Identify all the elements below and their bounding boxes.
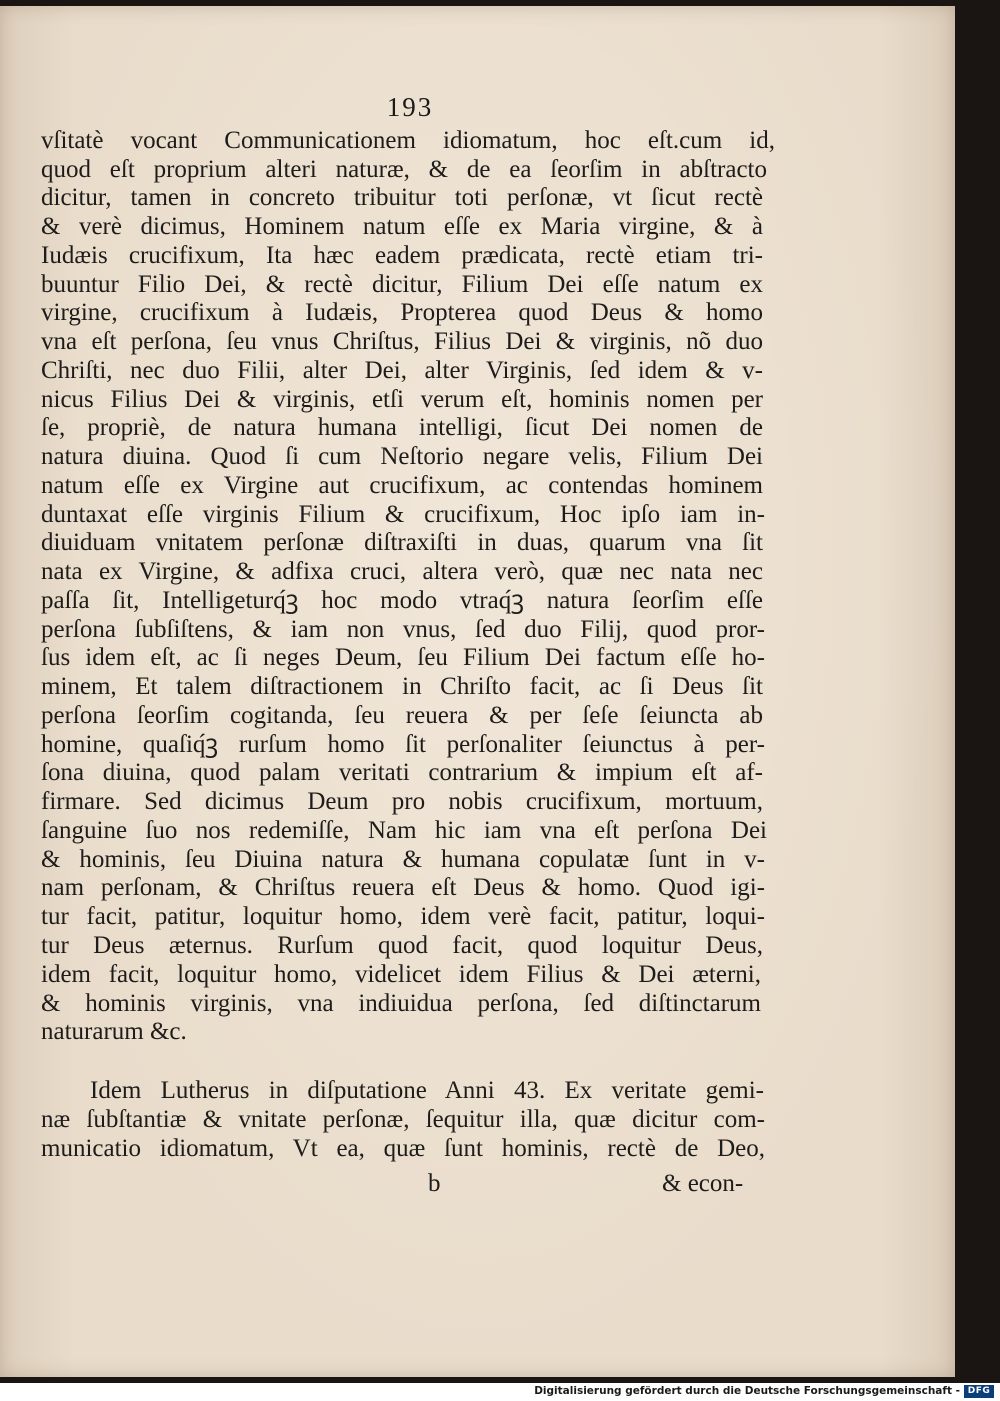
text-line: duntaxat eſſe virginis Filium & crucifixum, Hoc ipſo iam in-	[41, 501, 765, 528]
text-line: & verè dicimus, Hominem natum eſſe ex Maria virgine, & à	[41, 213, 763, 240]
text-line: Iudæis crucifixum, Ita hæc eadem prædicata, rectè etiam tri-	[41, 242, 763, 269]
text-line: buuntur Filio Dei, & rectè dicitur, Filium Dei eſſe natum ex	[41, 271, 763, 298]
text-line: quod eſt proprium alteri naturæ, & de ea ſeorſim in abſtracto	[41, 156, 767, 183]
text-line: diuiduam vnitatem perſonæ diſtraxiſti in duas, quarum vna ſit	[41, 529, 763, 556]
dfg-logo: DFG	[964, 1385, 994, 1398]
text-line: perſona ſeorſim cogitanda, ſeu reuera & per ſeſe ſeiuncta ab	[41, 702, 763, 729]
text-line: dicitur, tamen in concreto tribuitur toti perſonæ, vt ſicut rectè	[41, 184, 763, 211]
text-line: idem facit, loquitur homo, videlicet idem Filius & Dei æterni,	[41, 961, 761, 988]
text-line: perſona ſubſiſtens, & iam non vnus, ſed duo Filij, quod pror-	[41, 616, 765, 643]
text-line: natum eſſe ex Virgine aut crucifixum, ac contendas hominem	[41, 472, 763, 499]
text-line: minem, Et talem diſtractionem in Chriſto facit, ac ſi Deus ſit	[41, 673, 763, 700]
text-line: tur facit, patitur, loquitur homo, idem verè facit, patitur, loqui-	[41, 903, 765, 930]
text-line: municatio idiomatum, Vt ea, quæ ſunt hominis, rectè de Deo,	[41, 1135, 765, 1162]
text-line: nam perſonam, & Chriſtus reuera eſt Deus & homo. Quod igi-	[41, 874, 765, 901]
text-line: vna eſt perſona, ſeu vnus Chriſtus, Filius Dei & virginis, nõ duo	[41, 328, 763, 355]
text-line: & hominis, ſeu Diuina natura & humana copulatæ ſunt in v-	[41, 846, 765, 873]
text-line: ſona diuina, quod palam veritati contrarium & impium eſt af-	[41, 759, 763, 786]
text-line: natura diuina. Quod ſi cum Neſtorio negare velis, Filium Dei	[41, 443, 763, 470]
text-line: Chriſti, nec duo Filii, alter Dei, alter Virginis, ſed idem & v-	[41, 357, 763, 384]
catchword: & econ-	[662, 1170, 744, 1197]
text-line: ſus idem eſt, ac ſi neges Deum, ſeu Filium Dei factum eſſe ho-	[41, 644, 765, 671]
text-line: Idem Lutherus in diſputatione Anni 43. Ex veritate gemi-	[90, 1077, 764, 1104]
text-line: tur Deus æternus. Rurſum quod facit, quod loquitur Deus,	[41, 932, 763, 959]
funding-credit: Digitalisierung gefördert durch die Deutsche Forschungsgemeinschaft -	[534, 1385, 960, 1397]
text-line: naturarum &c.	[41, 1018, 187, 1045]
text-line: næ ſubſtantiæ & vnitate perſonæ, ſequitur illa, quæ dicitur com-	[41, 1106, 765, 1133]
text-line: homine, quaſiq́ꝫ rurſum homo ſit perſonaliter ſeiunctus à per-	[41, 731, 765, 758]
text-line: nata ex Virgine, & adfixa cruci, altera verò, quæ nec nata nec	[41, 558, 763, 585]
text-line: virgine, crucifixum à Iudæis, Propterea quod Deus & homo	[41, 299, 763, 326]
text-line: & hominis virginis, vna indiuidua perſona, ſed diſtinctarum	[41, 990, 761, 1017]
text-line: vſitatè vocant Communicationem idiomatum, hoc eſt.cum id,	[41, 127, 775, 154]
page-number: 193	[386, 92, 434, 122]
text-line: ſanguine ſuo nos redemiſſe, Nam hic iam vna eſt perſona Dei	[41, 817, 767, 844]
text-line: nicus Filius Dei & virginis, etſi verum eſt, hominis nomen per	[41, 386, 763, 413]
text-line: ſe, propriè, de natura humana intelligi, ſicut Dei nomen de	[41, 414, 763, 441]
signature-mark: b	[428, 1170, 441, 1197]
text-line: paſſa ſit, Intelligeturq́ꝫ hoc modo vtraq́ꝫ natura ſeorſim eſſe	[41, 587, 763, 614]
text-line: firmare. Sed dicimus Deum pro nobis crucifixum, mortuum,	[41, 788, 763, 815]
